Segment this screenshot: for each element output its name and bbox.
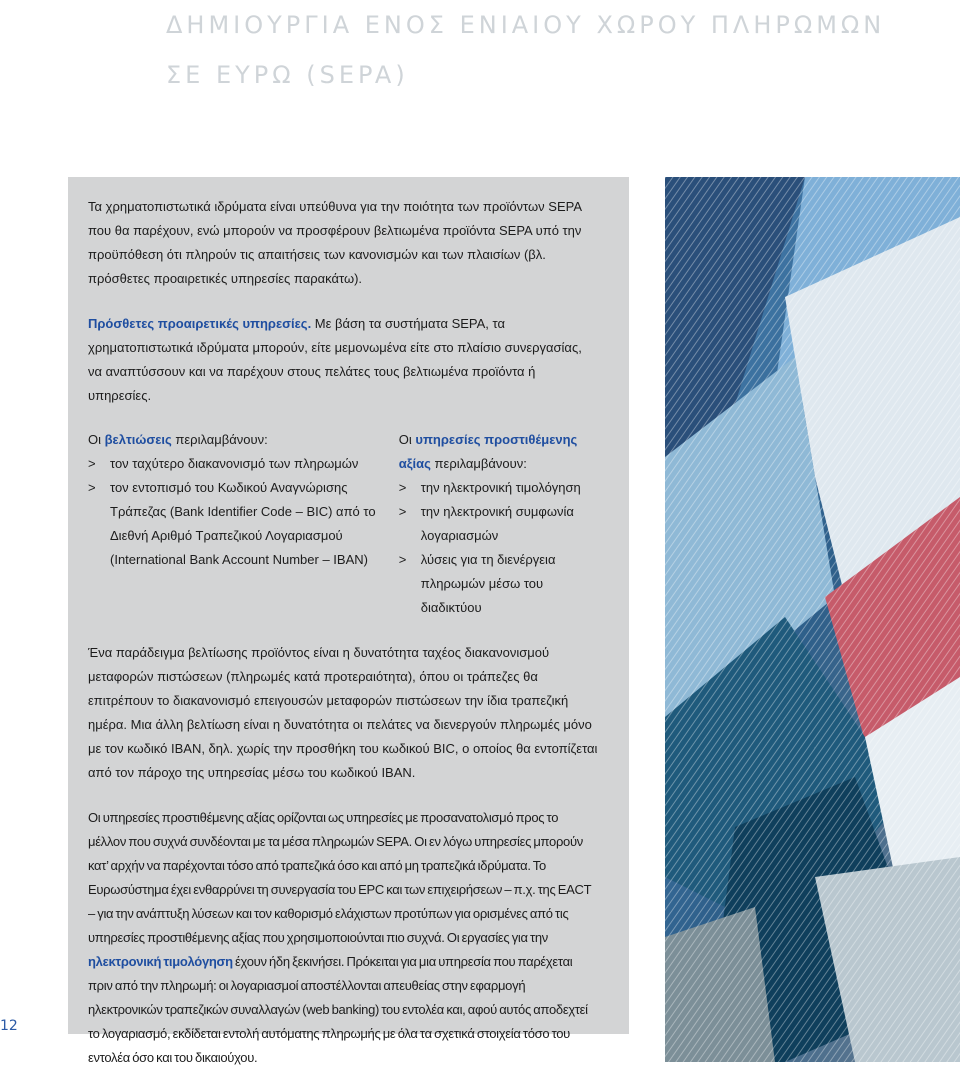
e-invoicing-highlight: ηλεκτρονική τιμολόγηση: [88, 954, 233, 969]
list-item: > τον ταχύτερο διακανονισμό των πληρωμών: [88, 452, 399, 476]
optional-services-text: Με βάση τα συστήματα SEPA, τα χρηματοπιστωτικά ιδρύματα μπορούν, είτε μεμονωμένα είτε στο πλαίσιο συνεργασίας, να αναπτύσσουν και να παρέχουν στους πελάτες τους βελτιωμένα προϊόντα ή υπηρεσίες.: [88, 316, 582, 403]
improvements-highlight: βελτιώσεις: [104, 432, 172, 447]
value-added-column: [399, 428, 598, 620]
improvements-intro: Οι βελτιώσεις περιλαμβάνουν:: [88, 432, 268, 447]
example-paragraph: Ένα παράδειγμα βελτίωσης προϊόντος είναι η δυνατότητα ταχέος διακανονισμού μεταφορών πιστώσεων (πληρωμές κατά προτεραιότητα), όπου οι τράπεζες θα επιτρέπουν το διακανονισμό επειγουσών μεταφορών πιστώσεων την ίδια τραπεζική ημέρα. Μια άλλη βελτίωση είναι η δυνατότητα οι πελάτες να διενεργούν πληρωμές μόνο με τον κωδικό IBAN, δηλ. χωρίς την προσθήκη του κωδικού BIC, ο οποίος θα εντοπίζεται από τον πάροχο της υπηρεσίας μέσω του κωδικού IBAN.: [88, 645, 598, 780]
optional-services-heading: Πρόσθετες προαιρετικές υπηρεσίες.: [88, 316, 312, 331]
content-panel: [68, 177, 629, 1065]
list-item: > λύσεις για τη διενέργεια πληρωμών μέσω του διαδικτύου: [399, 548, 598, 620]
list-item: > την ηλεκτρονική συμφωνία λογαριασμών: [399, 500, 598, 548]
value-added-intro: Οι υπηρεσίες προστιθέμενης αξίας περιλαμβάνουν:: [398, 432, 578, 471]
page-number: 12: [0, 1018, 18, 1034]
page-title: ΔΗΜΙΟΥΡΓΙΑ ΕΝΟΣ ΕΝΙΑΙΟΥ ΧΩΡΟΥ ΠΛΗΡΩΜΩΝ ΣΕ ΕΥΡΩ (SEPA): [166, 11, 886, 89]
feature-columns: [88, 428, 598, 620]
value-added-highlight: υπηρεσίες προστιθέμενης αξίας: [398, 432, 578, 471]
list-item: > τον εντοπισμό του Κωδικού Αναγνώρισης Τράπεζας (Bank Identifier Code – BIC) από το Διεθνή Αριθμό Τραπεζικού Λογαριασμού (International Bank Account Number – IBAN): [88, 476, 399, 572]
list-item: > την ηλεκτρονική τιμολόγηση: [399, 476, 598, 500]
optional-services-paragraph: [88, 312, 598, 408]
intro-paragraph: Τα χρηματοπιστωτικά ιδρύματα είναι υπεύθυνα για την ποιότητα των προϊόντων SEPA που θα παρέχουν, ενώ μπορούν να προσφέρουν βελτιωμένα προϊόντα SEPA υπό την προϋπόθεση ότι πληρούν τις απαιτήσεις των κανονισμών και των πλαισίων (βλ. πρόσθετες προαιρετικές υπηρεσίες παρακάτω).: [88, 199, 582, 286]
panel-text: [88, 195, 598, 1070]
improvements-column: [88, 428, 399, 620]
decorative-artwork: [665, 177, 960, 1062]
abstract-pattern-image: [665, 177, 960, 1062]
value-added-services-paragraph: Οι υπηρεσίες προστιθέμενης αξίας ορίζονται ως υπηρεσίες με προσανατολισμό προς το μέλλον που συχνά συνδέονται με τα μέσα πληρωμών SEPA. Οι εν λόγω υπηρεσίες μπορούν κατ’ αρχήν να παρέχονται τόσο από τραπεζικά όσο και από μη τραπεζικά ιδρύματα. Το Ευρωσύστημα έχει ενθαρρύνει τη συνεργασία του EPC και των επιχειρήσεων – π.χ. της EACT – για την ανάπτυξη λύσεων και τον καθορισμό ελάχιστων προτύπων για ορισμένες από τις υπηρεσίες προστιθέμενης αξίας που χρησιμοποιούνται πιο συχνά. Οι εργασίες για την ηλεκτρονική τιμολόγηση έχουν ήδη ξεκινήσει. Πρόκειται για μια υπηρεσία που παρέχεται πριν από την πληρωμή: οι λογαριασμοί αποστέλλονται απευθείας στην εφαρμογή ηλεκτρονικών τραπεζικών συναλλαγών (web banking) του εντολέα και, αφού αυτός αποδεχτεί το λογαριασμό, εκδίδεται εντολή αυτόματης πληρωμής με όλα τα σχετικά στοιχεία τόσο του εντολέα όσο και του δικαιούχου.: [88, 810, 591, 1065]
